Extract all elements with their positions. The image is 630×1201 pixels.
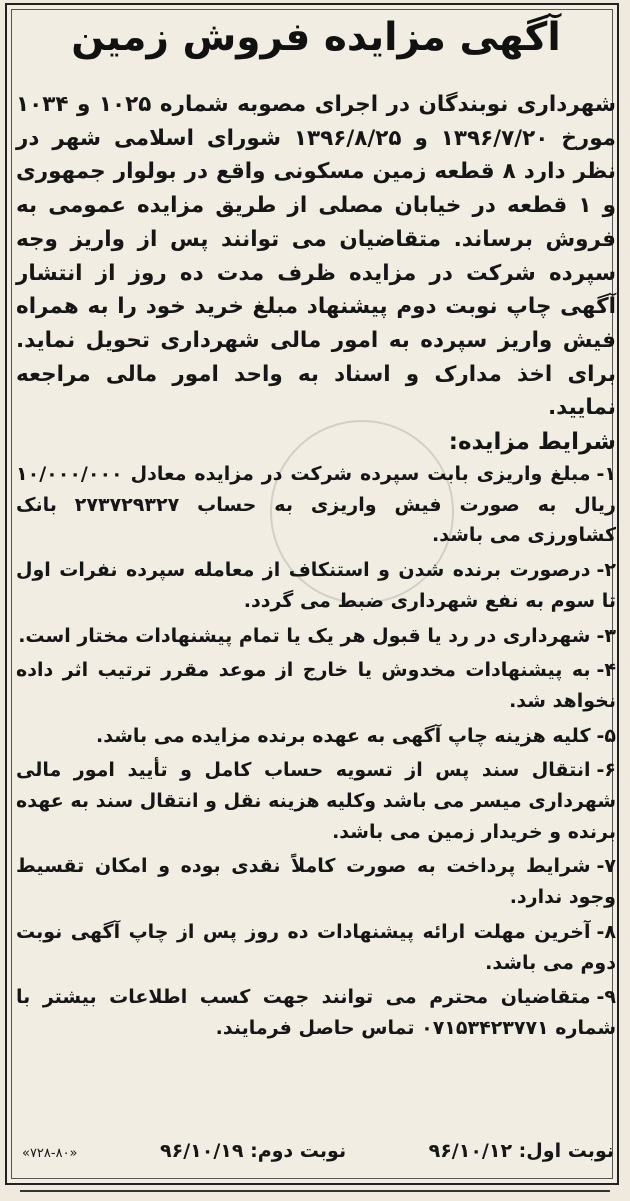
reference-code: «۷۲۸-۸۰»: [22, 1146, 78, 1161]
condition-number: ۴-: [596, 659, 616, 682]
condition-item: [16, 982, 616, 1043]
condition-text: مبلغ واریزی بابت سپرده شرکت در مزایده معادل ۱۰/۰۰۰/۰۰۰ ریال به صورت فیش واریزی به حساب ۲۷۳۷۲۹۳۲۷ بانک کشاورزی می باشد.: [16, 463, 616, 547]
notice-content: [16, 8, 616, 1048]
condition-number: ۶-: [596, 759, 616, 782]
condition-number: ۳-: [596, 624, 616, 647]
condition-number: ۸-: [596, 920, 616, 943]
condition-item: [16, 851, 616, 912]
condition-item: [16, 755, 616, 847]
condition-text: کلیه هزینه چاپ آگهی به عهده برنده مزایده می باشد.: [96, 724, 591, 747]
condition-number: ۱-: [596, 463, 616, 486]
conditions-title: شرایط مزایده:: [448, 429, 616, 456]
condition-number: ۲-: [596, 559, 616, 582]
condition-item: [16, 555, 616, 616]
condition-text: آخرین مهلت ارائه پیشنهادات ده روز پس از چاپ آگهی نوبت دوم می باشد.: [16, 920, 616, 974]
notice-title: آگهی مزایده فروش زمین: [71, 15, 561, 60]
notice-intro: شهرداری نوبندگان در اجرای مصوبه شماره ۱۰۲۵ و ۱۰۳۴ مورخ ۱۳۹۶/۷/۲۰ و ۱۳۹۶/۸/۲۵ شورای اسلامی شهر در نظر دارد ۸ قطعه زمین مسکونی واقع در بولوار جمهوری و ۱ قطعه در خیابان مصلی از طریق مزایده عمومی به فروش برساند. متقاضیان می توانند پس از واریز وجه سپرده شرکت در مزایده ظرف مدت ده روز از انتشار آگهی چاپ نوبت دوم پیشنهاد مبلغ خرید خود را به همراه فیش واریز سپرده به امور مالی شهرداری تحویل نماید. برای اخذ مدارک و اسناد به واحد امور مالی مراجعه نمایید.: [16, 92, 616, 421]
condition-number: ۹-: [596, 986, 616, 1009]
condition-item: [16, 721, 616, 752]
condition-text: شهرداری در رد یا قبول هر یک یا تمام پیشنهادات مختار است.: [18, 624, 591, 647]
condition-text: متقاضیان محترم می توانند جهت کسب اطلاعات بیشتر با شماره ۰۷۱۵۳۴۲۳۷۷۱ تماس حاصل فرمایند.: [16, 986, 616, 1039]
condition-text: انتقال سند پس از تسویه حساب کامل و تأیید امور مالی شهرداری میسر می باشد وکلیه هزینه نقل و انتقال سند به عهده برنده و خریدار زمین می باشد.: [16, 759, 616, 843]
condition-text: درصورت برنده شدن و استنکاف از معامله سپرده نفرات اول تا سوم به نفع شهرداری ضبط می گردد.: [16, 559, 616, 612]
condition-item: [16, 621, 616, 652]
first-publication-date: نوبت اول: ۹۶/۱۰/۱۲: [428, 1140, 614, 1162]
condition-number: ۵-: [596, 724, 616, 747]
condition-text: به پیشنهادات مخدوش یا خارج از موعد مقرر ترتیب اثر داده نخواهد شد.: [16, 659, 616, 712]
condition-text: شرایط پرداخت به صورت کاملاً نقدی بوده و امکان تقسیط وجود ندارد.: [16, 855, 616, 909]
notice-footer: [22, 1138, 614, 1167]
condition-item: [16, 917, 616, 978]
condition-number: ۷-: [596, 855, 616, 878]
second-publication-date: نوبت دوم: ۹۶/۱۰/۱۹: [160, 1140, 347, 1162]
condition-item: [16, 459, 616, 551]
condition-item: [16, 655, 616, 716]
bottom-divider: [20, 1190, 610, 1192]
